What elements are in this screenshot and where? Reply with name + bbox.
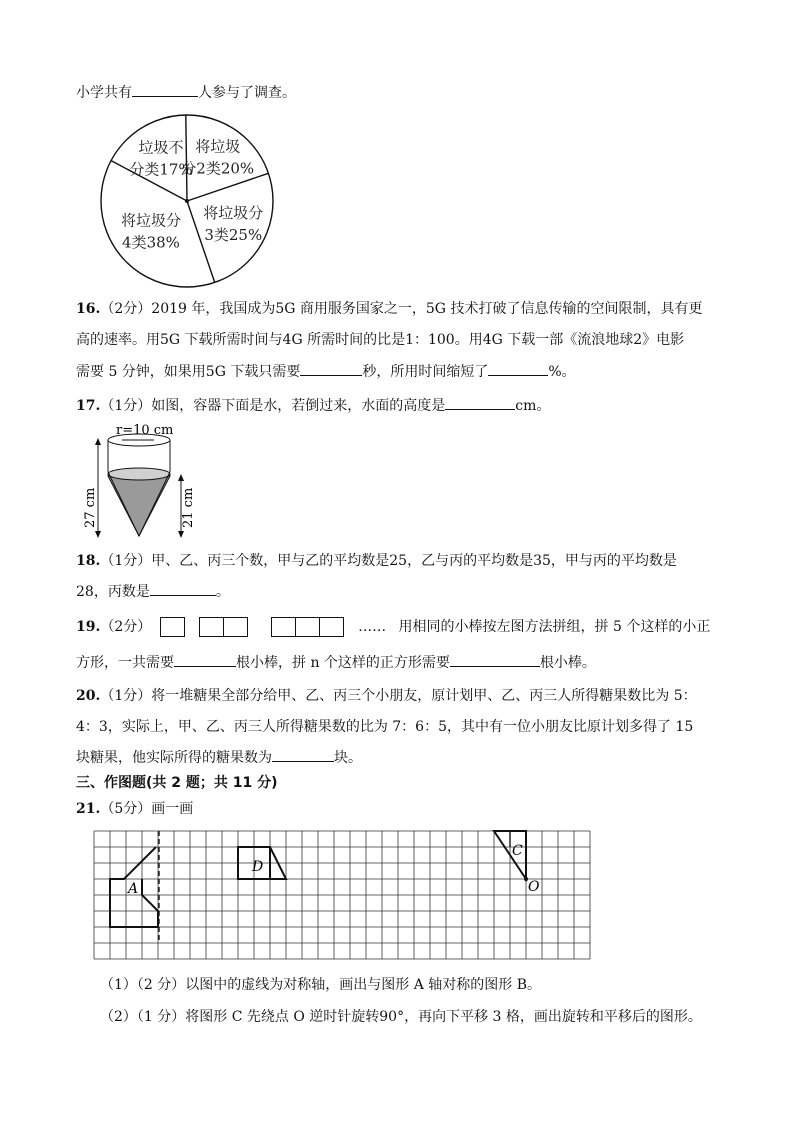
drawing-grid[interactable] [94,831,590,963]
pie-slice-label: 将垃圾 [195,137,241,156]
three-squares-figure [271,617,344,637]
q16-line3: 需要 5 分钟，如果用5G 下载只需要 秒，所用时间缩短了 %。 [76,361,576,382]
q20-line3: 块糖果，他实际所得的糖果数为 块。 [76,747,362,768]
figure-d-label: D [252,859,264,875]
pie-slice-label: 将垃圾分 [120,211,181,230]
total-height-label: 27 cm [83,487,98,528]
water-surface [108,468,170,480]
pie-slice-label: 垃圾不 [138,138,184,157]
answer-blank-percent[interactable] [488,361,548,376]
section-title: 三、作图题(共 2 题；共 11 分) [76,775,278,791]
figure-a-label: A [128,881,139,897]
point-o-label: O [528,879,540,895]
answer-blank-five[interactable] [174,652,236,667]
q20-line1: 20.（1分）将一堆糖果全部分给甲、乙、丙三个小朋友，原计划甲、乙、丙三人所得糖果数比为 5： [76,688,697,704]
arrow-head [178,531,184,538]
pie-slice-label: 4类38% [122,233,180,252]
radius-label: r=10 cm [116,423,174,438]
pie-chart [90,118,290,298]
container-figure [83,418,198,540]
q19-line2: 方形，一共需要 根小棒，拼 n 个这样的正方形需要 根小棒。 [76,652,596,673]
arrow-head [95,438,101,445]
pie-slice-boundary [187,173,268,201]
q21-header: 21.（5分）画一画 [76,801,194,817]
q16-line1: 16.（2分）2019 年，我国成为5G 商用服务国家之一，5G 技术打破了信息传输的空间限制，具有更 [76,301,703,317]
pie-labels [121,137,263,251]
two-squares-figure [199,617,248,637]
q18-line1: 18.（1分）甲、乙、丙三个数，甲与乙的平均数是25，乙与丙的平均数是35，甲与丙的平均数是 [76,553,677,569]
q16-line2: 高的速率。用5G 下载所需时间与4G 所需时间的比是1：100。用4G 下载一部《流浪地球2》电影 [76,332,685,348]
answer-blank-seconds[interactable] [300,361,362,376]
pie-slice-boundary [186,115,187,201]
arrow-head [95,531,101,538]
answer-blank-n[interactable] [450,652,540,667]
pie-slice-label: 3类25% [204,225,263,244]
q21-sub1: （1）（2 分）以图中的虚线为对称轴，画出与图形 A 轴对称的图形 B。 [100,977,542,993]
pie-slice-label: 将垃圾分 [203,203,264,222]
pie-center [185,199,189,203]
answer-blank[interactable] [132,82,198,97]
pie-slice-label: 分类17% [129,160,193,179]
water-height-label: 21 cm [181,487,196,528]
pie-slices [111,115,268,282]
pie-slice-label: 分2类20% [181,159,255,178]
q17-text: 17.（1分）如图，容器下面是水，若倒过来，水面的高度是 cm。 [76,395,550,416]
q18-line2: 28，丙数是 。 [76,581,230,602]
one-square-figure [160,617,185,637]
q20-line2: 4：3，实际上，甲、乙、丙三人所得糖果数的比为 7：6：5，其中有一位小朋友比原计划多得了 15 [76,719,694,735]
arrow-head [178,474,184,481]
figure-c-label: C [512,843,523,859]
answer-blank-c[interactable] [150,581,216,596]
answer-blank-height[interactable] [445,395,515,410]
water-cone [108,476,170,536]
q21-sub2: （2）（1 分）将图形 C 先绕点 O 逆时针旋转90°，再向下平移 3 格，画出旋转和平移后的图形。 [100,1009,702,1025]
q19-line1: 19.（2分） …… 用相同的小棒按左图方法拼组，拼 5 个这样的小正 [76,619,711,635]
answer-blank-candy[interactable] [272,747,334,762]
q15-tail: 小学共有 人参与了调查。 [76,82,296,103]
